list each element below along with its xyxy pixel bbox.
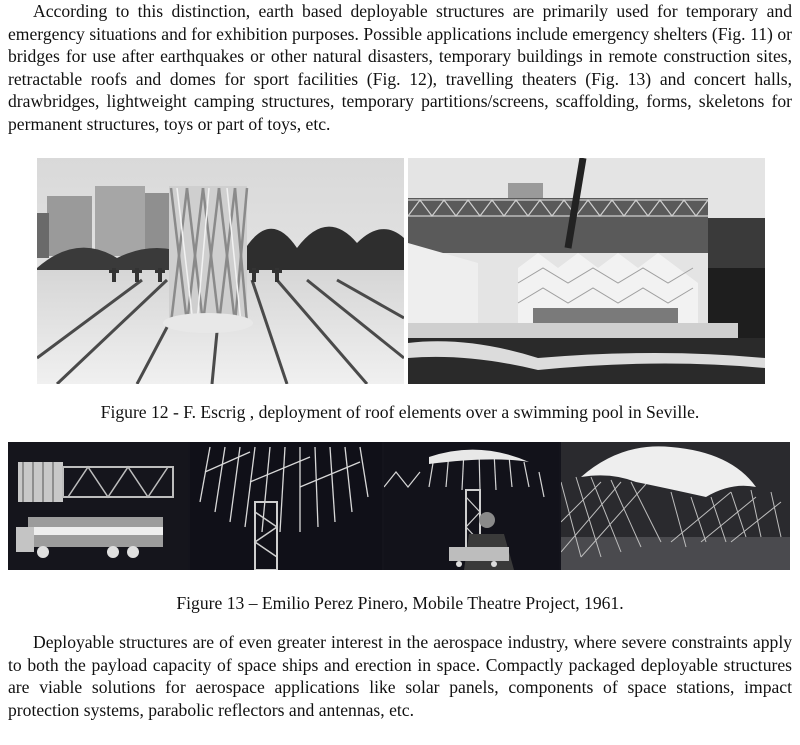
figure-13-photo-unfolding <box>190 442 382 570</box>
figure-13-photo-deployed-dome <box>561 442 790 570</box>
figure-12-caption: Figure 12 - F. Escrig , deployment of roof elements over a swimming pool in Seville. <box>100 402 700 422</box>
body-paragraph-2: Deployable structures are of even greater interest in the aerospace industry, where severe constraints apply to both the payload capacity of space ships and erection in space. Compactly packaged deployable structures are viable solutions for aerospace applications like solar panels, components of space stations, impact protection systems, parabolic reflectors and antennas, etc. <box>8 632 792 720</box>
figure-13-photo-man-with-model <box>384 442 559 570</box>
figure-13-caption: Figure 13 – Emilio Perez Pinero, Mobile Theatre Project, 1961. <box>176 593 624 613</box>
figure-12-photo-pool-column <box>37 158 404 384</box>
figure-13-photo-truck <box>8 442 188 570</box>
figure-13-photo-strip <box>8 442 790 570</box>
body-paragraph-1: According to this distinction, earth based deployable structures are primarily used for temporary and emergency situations and for exhibition purposes. Possible applications include emergency shelters (Fig. 11) or bridges for use after earthquakes or other natural disasters, temporary buildings in remote construction sites, retractable roofs and domes for sport facilities (Fig. 12), travelling theaters (Fig. 13) and concert halls, drawbridges, lightweight camping structures, temporary partitions/screens, scaffolding, forms, skeletons for permanent structures, toys or part of toys, etc. <box>8 1 792 134</box>
figure-12-photo-deployed-roof <box>408 158 765 384</box>
